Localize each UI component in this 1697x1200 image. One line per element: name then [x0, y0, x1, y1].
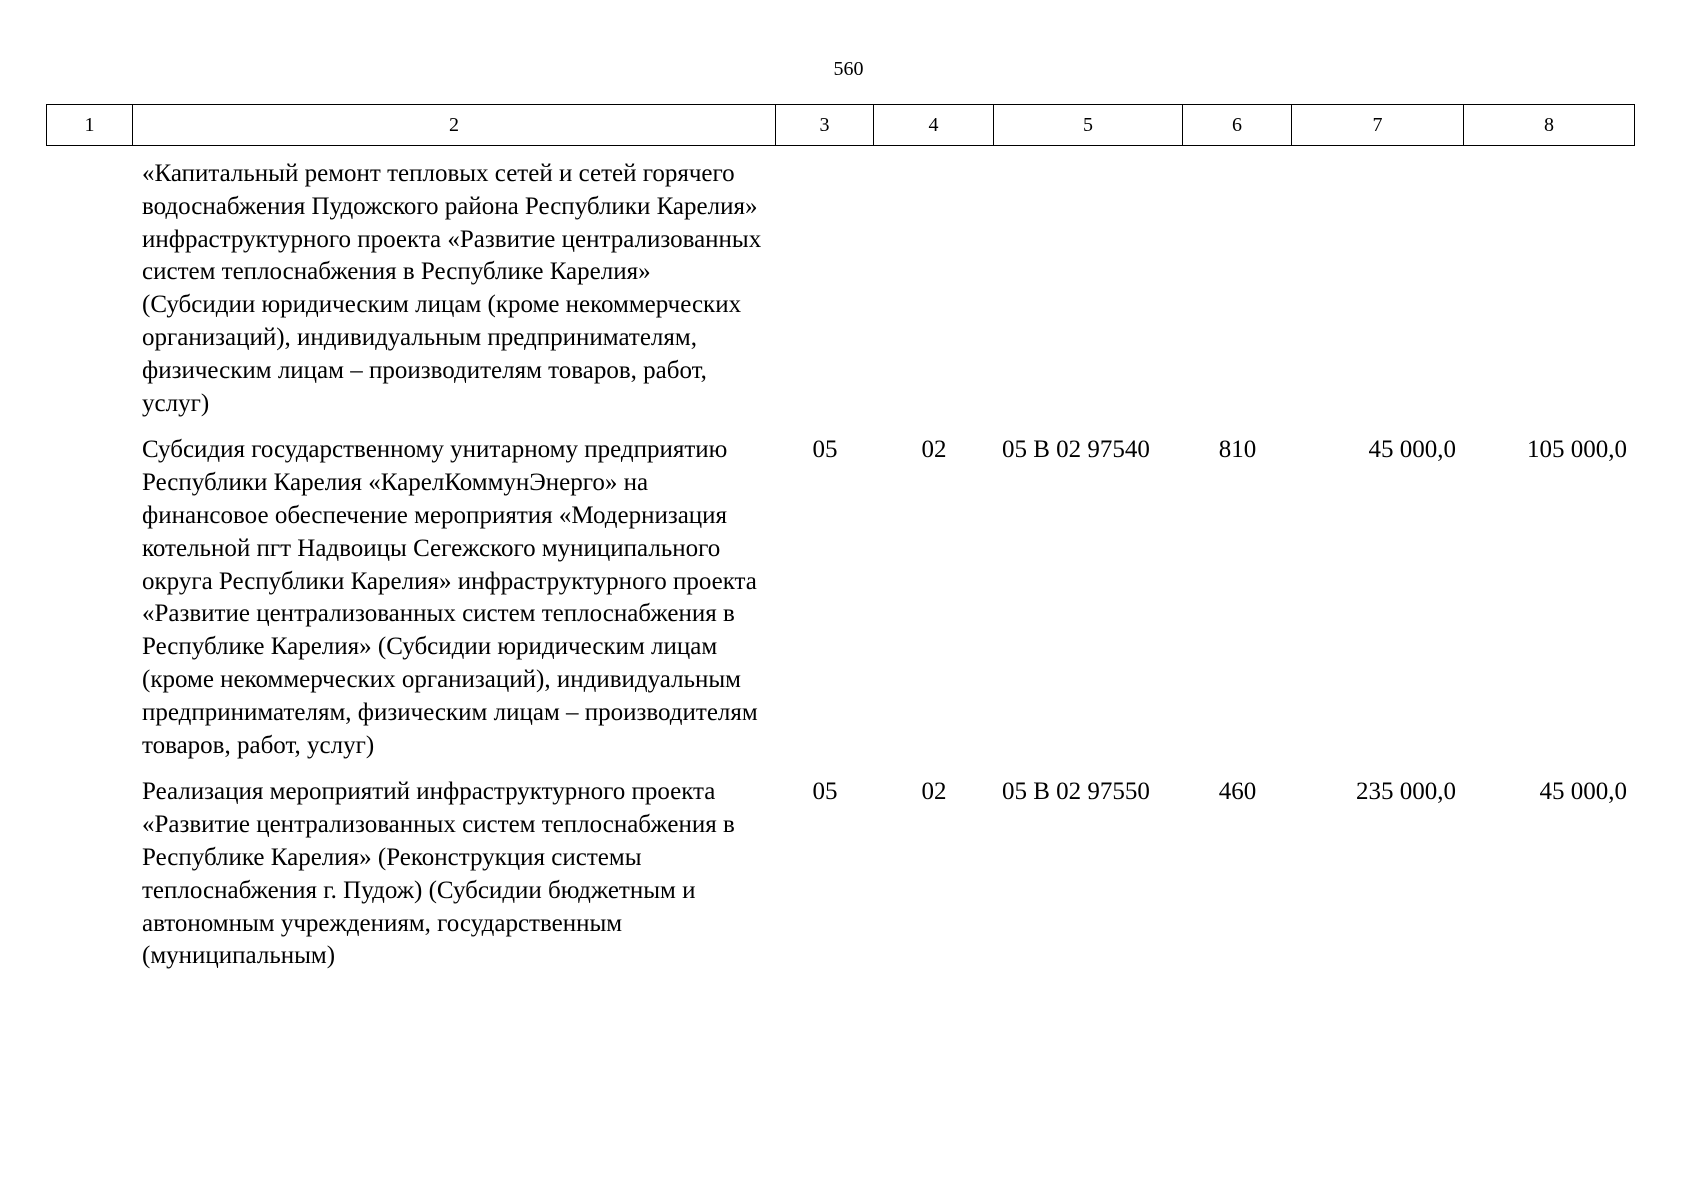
row-name: Субсидия государственному унитарному предприятию Республики Карелия «КарелКоммунЭнерго» на финансовое обеспечение мероприятия «Модернизация котельной пгт Надвоицы Сегежского муниципального округа Республики Карелия» инфраструктурного проекта «Развитие централизованных систем теплоснабжения в Республике Карелия» (Субсидии юридическим лицам (кроме некоммерческих организаций), индивидуальным предпринимателям, физическим лицам – производителям товаров, работ, услуг) — [142, 436, 758, 759]
row-podrazdel: 02 — [921, 778, 947, 806]
row-name: Реализация мероприятий инфраструктурного проекта «Развитие централизованных систем теплоснабжения в Республике Карелия» (Реконструкция системы теплоснабжения г. Пудож) (Субсидии бюджетным и автономным учреждениям, государственным (муниципальным) — [142, 778, 735, 970]
row-sum-1 — [1292, 158, 1464, 434]
row-vr — [1183, 158, 1292, 434]
header-col-2: 2 — [133, 105, 776, 146]
budget-table-body — [46, 158, 1635, 973]
row-csr: 05 В 02 97550 — [1002, 778, 1150, 806]
table-row — [46, 776, 1635, 973]
table-row — [46, 158, 1635, 434]
header-col-6: 6 — [1183, 105, 1292, 146]
header-col-8: 8 — [1464, 105, 1635, 146]
row-sum-2: 45 000,0 — [1539, 778, 1627, 806]
row-podrazdel: 02 — [921, 436, 947, 464]
header-col-4: 4 — [874, 105, 994, 146]
header-col-1: 1 — [47, 105, 133, 146]
page-number: 560 — [833, 58, 864, 80]
row-csr — [994, 158, 1183, 434]
row-csr: 05 В 02 97540 — [1002, 436, 1150, 464]
header-col-5: 5 — [994, 105, 1183, 146]
row-sum-1: 235 000,0 — [1356, 778, 1456, 806]
row-name: «Капитальный ремонт тепловых сетей и сетей горячего водоснабжения Пудожского района Республики Карелия» инфраструктурного проекта «Развитие централизованных систем теплоснабжения в Республике Карелия» (Субсидии юридическим лицам (кроме некоммерческих организаций), индивидуальным предпринимателям, физическим лицам – производителям товаров, работ, услуг) — [142, 160, 762, 417]
column-number-header — [46, 104, 1635, 146]
header-row — [47, 105, 1635, 146]
row-vr: 810 — [1218, 436, 1257, 464]
row-podrazdel — [874, 158, 994, 434]
row-sum-2: 105 000,0 — [1527, 436, 1627, 464]
row-razdel — [776, 158, 874, 434]
table-row — [46, 434, 1635, 776]
row-razdel: 05 — [812, 778, 838, 806]
row-vr: 460 — [1218, 778, 1257, 806]
row-razdel: 05 — [812, 436, 838, 464]
row-sum-2 — [1464, 158, 1635, 434]
header-col-7: 7 — [1292, 105, 1464, 146]
header-col-3: 3 — [776, 105, 874, 146]
row-sum-1: 45 000,0 — [1368, 436, 1456, 464]
